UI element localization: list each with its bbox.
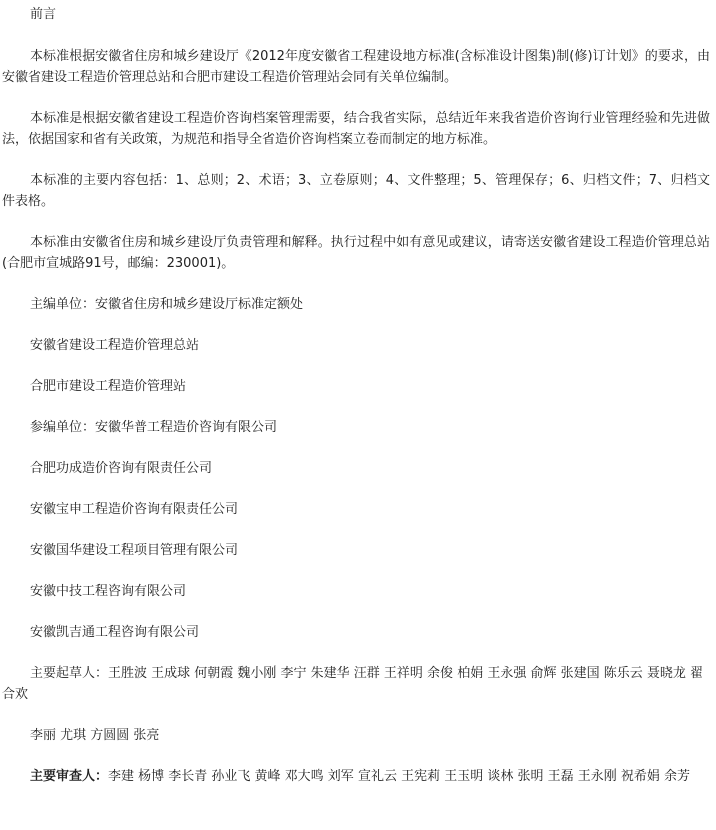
- participant-unit: 安徽宝申工程造价咨询有限责任公司: [30, 502, 239, 517]
- participant-unit: 安徽中技工程咨询有限公司: [30, 584, 187, 599]
- chief-editor-unit: 合肥市建设工程造价管理站: [30, 379, 187, 394]
- reviewers-label: 主要审查人：: [30, 769, 109, 784]
- chief-editor-unit: 安徽省建设工程造价管理总站: [30, 338, 200, 353]
- paragraph-basis: 本标准根据安徽省住房和城乡建设厅《2012年度安徽省工程建设地方标准(含标准设计图集)制(修)订计划》的要求，由安徽省建设工程造价管理总站和合肥市建设工程造价管理站会同有关单位编制。: [2, 49, 710, 85]
- participant-unit: 安徽凯吉通工程咨询有限公司: [30, 625, 200, 640]
- participant-unit: 合肥功成造价咨询有限责任公司: [30, 461, 213, 476]
- chief-editor-unit: 主编单位：安徽省住房和城乡建设厅标准定额处: [30, 297, 304, 312]
- drafters-line-1: 主要起草人：王胜波 王成球 何朝霞 魏小刚 李宁 朱建华 汪群 王祥明 余俊 柏娟 王永强 俞辉 张建国 陈乐云 聂晓龙 翟合欢: [2, 666, 703, 702]
- reviewers-paragraph: [2, 766, 710, 787]
- paragraph-contents: 本标准的主要内容包括：1、总则；2、术语；3、立卷原则；4、文件整理；5、管理保存；6、归档文件；7、归档文件表格。: [2, 173, 710, 209]
- paragraph-purpose: 本标准是根据安徽省建设工程造价咨询档案管理需要，结合我省实际，总结近年来我省造价咨询行业管理经验和先进做法，依据国家和省有关政策，为规范和指导全省造价咨询档案立卷而制定的地方标准。: [2, 111, 710, 147]
- paragraph-management: 本标准由安徽省住房和城乡建设厅负责管理和解释。执行过程中如有意见或建议，请寄送安徽省建设工程造价管理总站(合肥市宣城路91号，邮编：230001)。: [2, 235, 710, 271]
- document-heading: 前言: [30, 7, 57, 22]
- participant-unit: 安徽国华建设工程项目管理有限公司: [30, 543, 239, 558]
- participant-unit: 参编单位：安徽华普工程造价咨询有限公司: [30, 420, 278, 435]
- drafters-line-2: 李丽 尤琪 方圆圆 张亮: [30, 728, 160, 743]
- reviewers-names: 李建 杨博 李长青 孙业飞 黄峰 邓大鸣 刘军 宣礼云 王宪莉 王玉明 谈林 张明 王磊 王永刚 祝希娟 余芳: [108, 769, 691, 784]
